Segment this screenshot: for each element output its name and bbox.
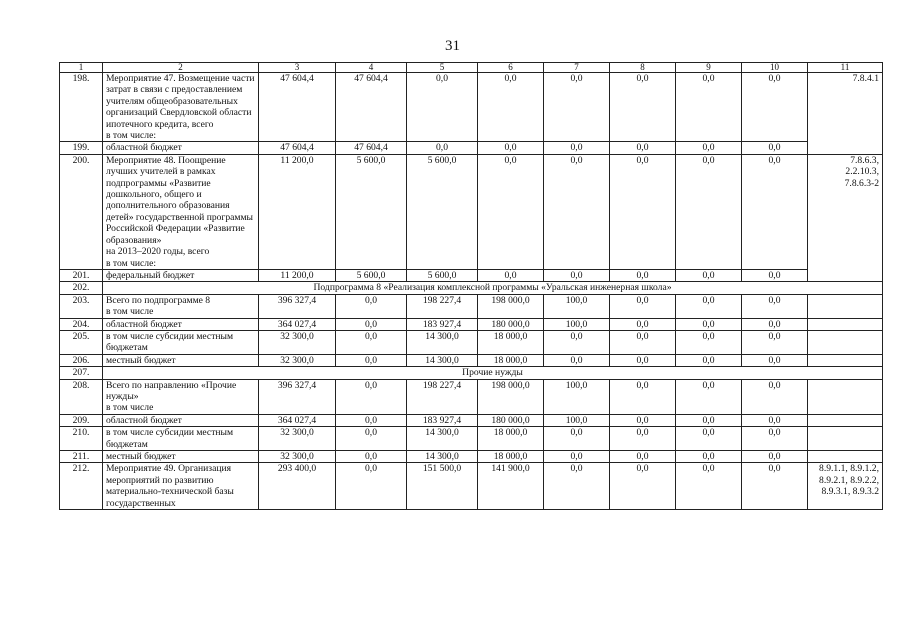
amount-cell: 0,0 xyxy=(610,354,676,366)
section-title: Прочие нужды xyxy=(103,367,883,379)
target-code: 7.8.4.1 xyxy=(808,73,883,155)
item-name: федеральный бюджет xyxy=(103,269,259,281)
section-row xyxy=(60,367,883,379)
amount-cell: 0,0 xyxy=(676,330,742,354)
amount-cell: 0,0 xyxy=(676,414,742,426)
amount-cell: 0,0 xyxy=(544,354,610,366)
table-row xyxy=(60,427,883,451)
row-number: 206. xyxy=(60,354,103,366)
amount-cell: 32 300,0 xyxy=(259,330,336,354)
amount-cell: 198 227,4 xyxy=(407,294,478,318)
amount-cell: 0,0 xyxy=(742,463,808,510)
amount-cell: 100,0 xyxy=(544,294,610,318)
row-number: 202. xyxy=(60,282,103,294)
column-header: 5 xyxy=(407,63,478,73)
amount-cell: 0,0 xyxy=(742,414,808,426)
column-header: 1 xyxy=(60,63,103,73)
row-number: 204. xyxy=(60,318,103,330)
row-number: 210. xyxy=(60,427,103,451)
amount-cell: 0,0 xyxy=(544,73,610,142)
row-number: 198. xyxy=(60,73,103,142)
amount-cell: 100,0 xyxy=(544,379,610,414)
column-header: 4 xyxy=(336,63,407,73)
amount-cell: 198 227,4 xyxy=(407,379,478,414)
table-row xyxy=(60,379,883,414)
row-number: 207. xyxy=(60,367,103,379)
target-code xyxy=(808,354,883,366)
amount-cell: 0,0 xyxy=(336,379,407,414)
amount-cell: 0,0 xyxy=(336,294,407,318)
amount-cell: 18 000,0 xyxy=(478,330,544,354)
item-name: областной бюджет xyxy=(103,414,259,426)
section-title: Подпрограмма 8 «Реализация комплексной программы «Уральская инженерная школа» xyxy=(103,282,883,294)
amount-cell: 0,0 xyxy=(407,142,478,154)
amount-cell: 141 900,0 xyxy=(478,463,544,510)
table-row xyxy=(60,154,883,269)
amount-cell: 0,0 xyxy=(676,379,742,414)
amount-cell: 0,0 xyxy=(742,73,808,142)
amount-cell: 0,0 xyxy=(742,354,808,366)
amount-cell: 0,0 xyxy=(544,463,610,510)
amount-cell: 0,0 xyxy=(676,463,742,510)
amount-cell: 14 300,0 xyxy=(407,330,478,354)
amount-cell: 11 200,0 xyxy=(259,269,336,281)
table-row xyxy=(60,73,883,142)
target-code: 8.9.1.1, 8.9.1.2, 8.9.2.1, 8.9.2.2, 8.9.3.1, 8.9.3.2 xyxy=(808,463,883,510)
amount-cell: 0,0 xyxy=(742,142,808,154)
amount-cell: 18 000,0 xyxy=(478,427,544,451)
amount-cell: 100,0 xyxy=(544,318,610,330)
amount-cell: 47 604,4 xyxy=(259,142,336,154)
amount-cell: 0,0 xyxy=(544,451,610,463)
amount-cell: 183 927,4 xyxy=(407,318,478,330)
amount-cell: 0,0 xyxy=(742,318,808,330)
amount-cell: 0,0 xyxy=(478,154,544,269)
amount-cell: 0,0 xyxy=(336,318,407,330)
table-row xyxy=(60,318,883,330)
amount-cell: 151 500,0 xyxy=(407,463,478,510)
amount-cell: 0,0 xyxy=(610,318,676,330)
item-name: Всего по подпрограмме 8 в том числе xyxy=(103,294,259,318)
amount-cell: 0,0 xyxy=(336,463,407,510)
amount-cell: 47 604,4 xyxy=(336,142,407,154)
table-row xyxy=(60,142,883,154)
amount-cell: 0,0 xyxy=(610,154,676,269)
amount-cell: 0,0 xyxy=(742,427,808,451)
row-number: 212. xyxy=(60,463,103,510)
amount-cell: 0,0 xyxy=(336,330,407,354)
item-name: Всего по направлению «Прочие нужды» в том числе xyxy=(103,379,259,414)
amount-cell: 0,0 xyxy=(676,451,742,463)
amount-cell: 32 300,0 xyxy=(259,427,336,451)
amount-cell: 0,0 xyxy=(742,294,808,318)
item-name: Мероприятие 48. Поощрение лучших учителей в рамках подпрограммы «Развитие дошкольного, общего и дополнительного образования детей» государственной программы Российской Федерации «Развитие образования» на 2013–2020 годы, всего в том числе: xyxy=(103,154,259,269)
row-number: 211. xyxy=(60,451,103,463)
amount-cell: 5 600,0 xyxy=(336,154,407,269)
amount-cell: 198 000,0 xyxy=(478,294,544,318)
amount-cell: 18 000,0 xyxy=(478,354,544,366)
table-row xyxy=(60,451,883,463)
amount-cell: 0,0 xyxy=(610,142,676,154)
amount-cell: 0,0 xyxy=(544,427,610,451)
item-name: областной бюджет xyxy=(103,318,259,330)
target-code xyxy=(808,414,883,426)
amount-cell: 0,0 xyxy=(478,142,544,154)
row-number: 208. xyxy=(60,379,103,414)
amount-cell: 364 027,4 xyxy=(259,414,336,426)
amount-cell: 47 604,4 xyxy=(336,73,407,142)
amount-cell: 0,0 xyxy=(478,269,544,281)
item-name: областной бюджет xyxy=(103,142,259,154)
amount-cell: 0,0 xyxy=(676,142,742,154)
amount-cell: 180 000,0 xyxy=(478,414,544,426)
column-header: 2 xyxy=(103,63,259,73)
amount-cell: 0,0 xyxy=(478,73,544,142)
item-name: местный бюджет xyxy=(103,451,259,463)
amount-cell: 47 604,4 xyxy=(259,73,336,142)
table-row xyxy=(60,294,883,318)
amount-cell: 0,0 xyxy=(610,379,676,414)
amount-cell: 0,0 xyxy=(610,427,676,451)
amount-cell: 0,0 xyxy=(336,451,407,463)
amount-cell: 0,0 xyxy=(544,154,610,269)
amount-cell: 18 000,0 xyxy=(478,451,544,463)
table-row xyxy=(60,269,883,281)
amount-cell: 0,0 xyxy=(544,330,610,354)
item-name: Мероприятие 47. Возмещение части затрат в связи с предоставлением учителям общеобразовательных организаций Свердловской области ипотечного кредита, всего в том числе: xyxy=(103,73,259,142)
row-number: 209. xyxy=(60,414,103,426)
amount-cell: 396 327,4 xyxy=(259,379,336,414)
amount-cell: 0,0 xyxy=(676,294,742,318)
column-header: 8 xyxy=(610,63,676,73)
amount-cell: 14 300,0 xyxy=(407,427,478,451)
section-row xyxy=(60,282,883,294)
amount-cell: 364 027,4 xyxy=(259,318,336,330)
amount-cell: 0,0 xyxy=(544,142,610,154)
amount-cell: 180 000,0 xyxy=(478,318,544,330)
amount-cell: 396 327,4 xyxy=(259,294,336,318)
amount-cell: 100,0 xyxy=(544,414,610,426)
budget-table xyxy=(59,62,883,510)
amount-cell: 0,0 xyxy=(610,451,676,463)
item-name: в том числе субсидии местным бюджетам xyxy=(103,330,259,354)
amount-cell: 11 200,0 xyxy=(259,154,336,269)
item-name: местный бюджет xyxy=(103,354,259,366)
amount-cell: 14 300,0 xyxy=(407,451,478,463)
amount-cell: 5 600,0 xyxy=(407,269,478,281)
target-code xyxy=(808,330,883,354)
row-number: 205. xyxy=(60,330,103,354)
target-code xyxy=(808,379,883,414)
target-code xyxy=(808,318,883,330)
column-header: 9 xyxy=(676,63,742,73)
amount-cell: 0,0 xyxy=(336,354,407,366)
amount-cell: 198 000,0 xyxy=(478,379,544,414)
target-code xyxy=(808,451,883,463)
target-code xyxy=(808,294,883,318)
column-header: 3 xyxy=(259,63,336,73)
amount-cell: 0,0 xyxy=(676,427,742,451)
column-header: 11 xyxy=(808,63,883,73)
target-code: 7.8.6.3, 2.2.10.3, 7.8.6.3-2 xyxy=(808,154,883,281)
amount-cell: 0,0 xyxy=(676,154,742,269)
item-name: в том числе субсидии местным бюджетам xyxy=(103,427,259,451)
amount-cell: 0,0 xyxy=(610,463,676,510)
amount-cell: 0,0 xyxy=(742,379,808,414)
page-number: 31 xyxy=(445,38,460,54)
amount-cell: 0,0 xyxy=(742,269,808,281)
amount-cell: 0,0 xyxy=(610,414,676,426)
amount-cell: 0,0 xyxy=(742,330,808,354)
amount-cell: 32 300,0 xyxy=(259,451,336,463)
row-number: 199. xyxy=(60,142,103,154)
row-number: 201. xyxy=(60,269,103,281)
table-row xyxy=(60,414,883,426)
amount-cell: 5 600,0 xyxy=(336,269,407,281)
amount-cell: 0,0 xyxy=(676,73,742,142)
amount-cell: 0,0 xyxy=(676,318,742,330)
amount-cell: 0,0 xyxy=(610,73,676,142)
row-number: 203. xyxy=(60,294,103,318)
amount-cell: 0,0 xyxy=(676,269,742,281)
target-code xyxy=(808,427,883,451)
amount-cell: 0,0 xyxy=(336,427,407,451)
amount-cell: 32 300,0 xyxy=(259,354,336,366)
amount-cell: 0,0 xyxy=(610,294,676,318)
column-header: 10 xyxy=(742,63,808,73)
column-header: 6 xyxy=(478,63,544,73)
amount-cell: 0,0 xyxy=(742,451,808,463)
amount-cell: 0,0 xyxy=(610,330,676,354)
amount-cell: 0,0 xyxy=(544,269,610,281)
amount-cell: 183 927,4 xyxy=(407,414,478,426)
item-name: Мероприятие 49. Организация мероприятий по развитию материально-технической базы государственных xyxy=(103,463,259,510)
row-number: 200. xyxy=(60,154,103,269)
amount-cell: 14 300,0 xyxy=(407,354,478,366)
table-row xyxy=(60,463,883,510)
column-header: 7 xyxy=(544,63,610,73)
amount-cell: 0,0 xyxy=(742,154,808,269)
table-row xyxy=(60,354,883,366)
amount-cell: 0,0 xyxy=(676,354,742,366)
amount-cell: 0,0 xyxy=(610,269,676,281)
table-row xyxy=(60,330,883,354)
column-header-row xyxy=(60,63,883,73)
amount-cell: 293 400,0 xyxy=(259,463,336,510)
amount-cell: 0,0 xyxy=(407,73,478,142)
amount-cell: 0,0 xyxy=(336,414,407,426)
amount-cell: 5 600,0 xyxy=(407,154,478,269)
